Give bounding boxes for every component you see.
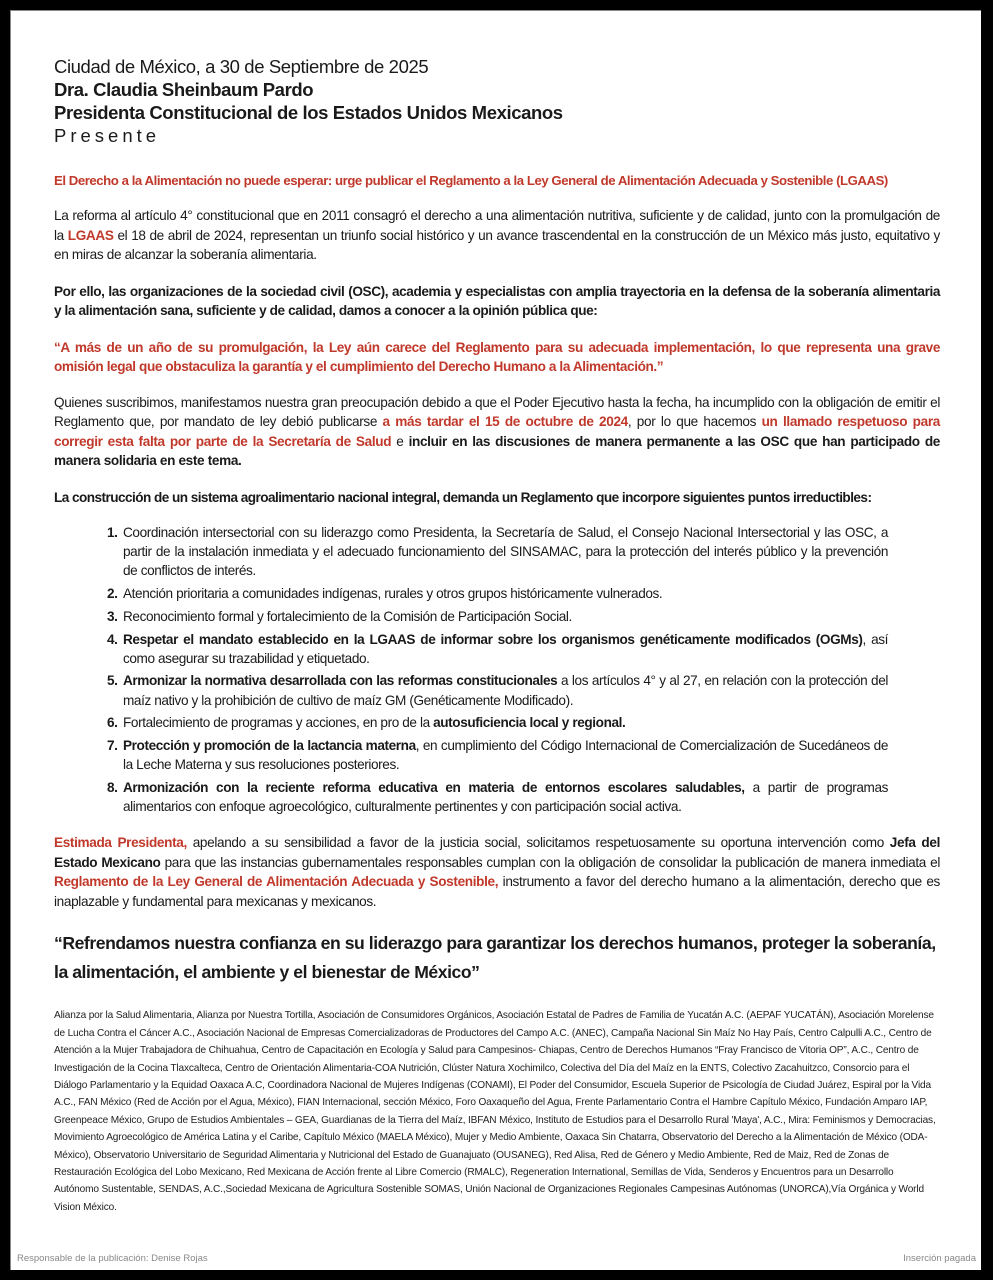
quote-omission: “A más de un año de su promulgación, la Ley aún carece del Reglamento para su adecuada implementación, lo que representa una grave omisión legal que obstaculiza la garantía y el cumplimiento del Derecho Humano a la Alimentación.” [54, 339, 940, 374]
reglamento-highlight: Reglamento de la Ley General de Alimentación Adecuada y Sostenible, [54, 874, 499, 890]
deadline-highlight: a más tardar el 15 de octubre de 2024 [382, 414, 628, 429]
item-text: , en cumplimiento del Código Internacional de Comercialización de Sucedáneos de la Leche Materna y sus resoluciones posteriores. [123, 738, 888, 773]
signatories-list: Alianza por la Salud Alimentaria, Alianza por Nuestra Tortilla, Asociación de Consumidores Orgánicos, Asociación Estatal de Padres de Familia de Yucatán A.C. (AEPAF YUCATÁN), Asociación Morelense de Lucha Contra el Cáncer A.C., Asociación Nacional de Empresas Comercializadoras de Productores del Campo A.C. (ANEC), Campaña Nacional Sin Maíz No Hay País, Centro Calpulli A.C., Centro de Atención a la Mujer Trabajadora de Chihuahua, Centro de Capacitación en Ecología y Salud para Campesinos- Chiapas, Centro de Derechos Humanos “Fray Francisco de Vitoria OP”, A.C., Centro de Investigación de la Cocina Tlaxcalteca, Centro de Orientación Alimentaria-COA Nutrición, Clúster Natura Xochimilco, Colectiva del Día del Maíz en la ENTS, Colectivo Zacahuitzco, Consorcio para el Diálogo Parlamentario y la Equidad Oaxaca A.C, Coordinadora Nacional de Mujeres Indígenas (CONAMI), El Poder del Consumidor, Escuela Superior de Psicología de Ciudad Juárez, Espiral por la Vida A.C., FAN México (Red de Acción por el Agua, México), FIAN Internacional, sección México, Foro Oaxaqueño del Agua, Frente Parlamentario Contra el Hambre Capítulo México, Fundación Amparo IAP, Greenpeace México, Grupo de Estudios Ambientales – GEA, Guardianas de la Tierra del Maíz, IBFAN México, Instituto de Estudios para el Desarrollo Rural 'Maya', A.C., Mira: Feminismos y Democracias, Movimiento Agroecológico de América Latina y el Caribe, Capítulo México (MAELA México), Mujer y Medio Ambiente, Oaxaca Sin Chatarra, Observatorio del Derecho a la Alimentación de México (ODA-México), Observatorio Universitario de Seguridad Alimentaria y Nutricional del Estado de Guanajuato (OUSANEG), Red Alisa, Red de Género y Medio Ambiente, Red de Maiz, Red de Zonas de Restauración Ecológica del Lobo Mexicano, Red Mexicana de Acción frente al Libre Comercio (RMALC), Regeneration International, Semillas de Vida, Senderos y Encuentros para un Desarrollo Autónomo Sustentable, SENDAS, A.C.,Sociedad Mexicana de Agricultura Sostenible SOMAS, Unión Nacional de Organizaciones Regionales Campesinas Autónomas (UNORCA),Vía Orgánica y World Vision México. [54, 1010, 936, 1213]
item-bold: Respetar el mandato establecido en la LGAAS de informar sobre los organismos genéticamente modificados (OGMs) [123, 631, 863, 647]
paragraph-text: , por lo que hacemos [627, 414, 762, 429]
list-item [107, 736, 888, 774]
recipient-title: Presidenta Constitucional de los Estados Unidos Mexicanos [54, 102, 563, 123]
call-highlight: un llamado respetuoso para corregir esta falta por parte de la Secretaría de Salud [54, 414, 940, 449]
item-bold: autosuficiencia local y regional. [433, 715, 626, 731]
item-number: 3. [107, 608, 118, 624]
paragraph-text: La reforma al artículo 4° constitucional que en 2011 consagró el derecho a una alimentación nutritiva, suficiente y de calidad, junto con la promulgación de la [54, 208, 940, 243]
item-text: Atención prioritaria a comunidades indígenas, rurales y otros grupos históricamente vulnerados. [123, 586, 663, 602]
item-number: 6. [107, 715, 118, 731]
item-bold: Protección y promoción de la lactancia materna [123, 738, 416, 754]
paragraph-reform [54, 206, 940, 265]
list-item [107, 584, 888, 603]
list-item [107, 523, 888, 581]
paragraph-text: para que las instancias gubernamentales responsables cumplan con la obligación de consolidar la publicación de manera inmediata el [160, 854, 941, 870]
item-text: , así como asegurar su trazabilidad y etiquetado. [123, 631, 889, 666]
paragraph-text: el 18 de abril de 2024, representan un triunfo social histórico y un avance trascendental en la construcción de un México más justo, equitativo y en miras de alcanzar la soberanía alimentaria. [54, 227, 940, 262]
salutation: Presente [54, 125, 161, 146]
item-bold: Armonizar la normativa desarrollada con las reformas constitucionales [123, 673, 558, 689]
item-number: 2. [107, 586, 118, 602]
recipient-name: Dra. Claudia Sheinbaum Pardo [54, 79, 314, 100]
item-number: 7. [107, 738, 118, 754]
date-line: Ciudad de México, a 30 de Septiembre de 2025 [54, 56, 429, 77]
paragraph-concern [54, 393, 940, 471]
list-item [107, 630, 889, 668]
list-item [107, 713, 888, 732]
list-item [107, 671, 888, 709]
item-text: a partir de programas alimentarios con enfoque agroecológico, culturalmente pertinentes y con participación social activa. [123, 779, 889, 815]
item-text: Fortalecimiento de programas y acciones, en pro de la [123, 715, 434, 731]
item-text: Coordinación intersectorial con su liderazgo como Presidenta, la Secretaría de Salud, el Consejo Nacional Intersectorial y las OSC, a partir de la instalación inmediata y el adecuado funcionamiento del SINSAMAC, para la protección del interés público y la prevención de conflictos de interés. [123, 525, 888, 579]
item-number: 5. [107, 673, 118, 689]
paragraph-text: Quienes suscribimos, manifestamos nuestra gran preocupación debido a que el Poder Ejecutivo hasta la fecha, ha incumplido con la obligación de emitir el Reglamento que, por mandato de ley debió publicarse [54, 394, 940, 429]
irreducible-points-list [54, 523, 888, 816]
paragraph-points-intro: La construcción de un sistema agroalimentario nacional integral, demanda un Reglamento que incorpore siguientes puntos irreductibles: [54, 489, 872, 505]
letter-page [10, 10, 981, 1270]
letter-content [54, 55, 940, 1216]
paragraph-text: e [391, 433, 409, 449]
jefa-estado-bold: Jefa del Estado Mexicano [54, 835, 940, 870]
item-number: 1. [107, 525, 118, 540]
paragraph-organizations: Por ello, las organizaciones de la sociedad civil (OSC), academia y especialistas con amplia trayectoria en la defensa de la soberanía alimentaria y la alimentación sana, suficiente y de calidad, damos a conocer a la opinión pública que: [54, 283, 940, 318]
closing-quote: “Refrendamos nuestra confianza en su liderazgo para garantizar los derechos humanos, proteger la soberanía, la alimentación, el ambiente y el bienestar de México” [54, 933, 936, 983]
footer-responsible: Responsable de la publicación: Denise Rojas [17, 1253, 208, 1264]
item-bold: Armonización con la reciente reforma educativa en materia de entornos escolares saludables, [123, 779, 745, 795]
estimada-highlight: Estimada Presidenta, [54, 835, 187, 851]
item-number: 4. [107, 631, 118, 647]
lgaas-highlight: LGAAS [67, 227, 114, 243]
letter-title: El Derecho a la Alimentación no puede esperar: urge publicar el Reglamento a la Ley General de Alimentación Adecuada y Sostenible (LGAAS) [54, 173, 888, 188]
item-number: 8. [107, 779, 118, 795]
paragraph-appeal [54, 833, 940, 911]
paragraph-text: apelando a su sensibilidad a favor de la justicia social, solicitamos respetuosamente su oportuna intervención como [186, 835, 890, 851]
footer-paid-insertion: Inserción pagada [903, 1253, 976, 1264]
paragraph-text: instrumento a favor del derecho humano a la alimentación, derecho que es inaplazable y fundamental para mexicanas y mexicanos. [54, 874, 940, 909]
list-item [107, 607, 888, 626]
list-item [107, 778, 889, 816]
include-osc-bold: incluir en las discusiones de manera permanente a las OSC que han participado de manera solidaria en este tema. [54, 433, 940, 468]
item-text: Reconocimiento formal y fortalecimiento de la Comisión de Participación Social. [123, 608, 572, 624]
item-text: a los artículos 4° y al 27, en relación con la protección del maíz nativo y la prohibición de cultivo de maíz GM (Genéticamente Modificado). [123, 673, 888, 708]
